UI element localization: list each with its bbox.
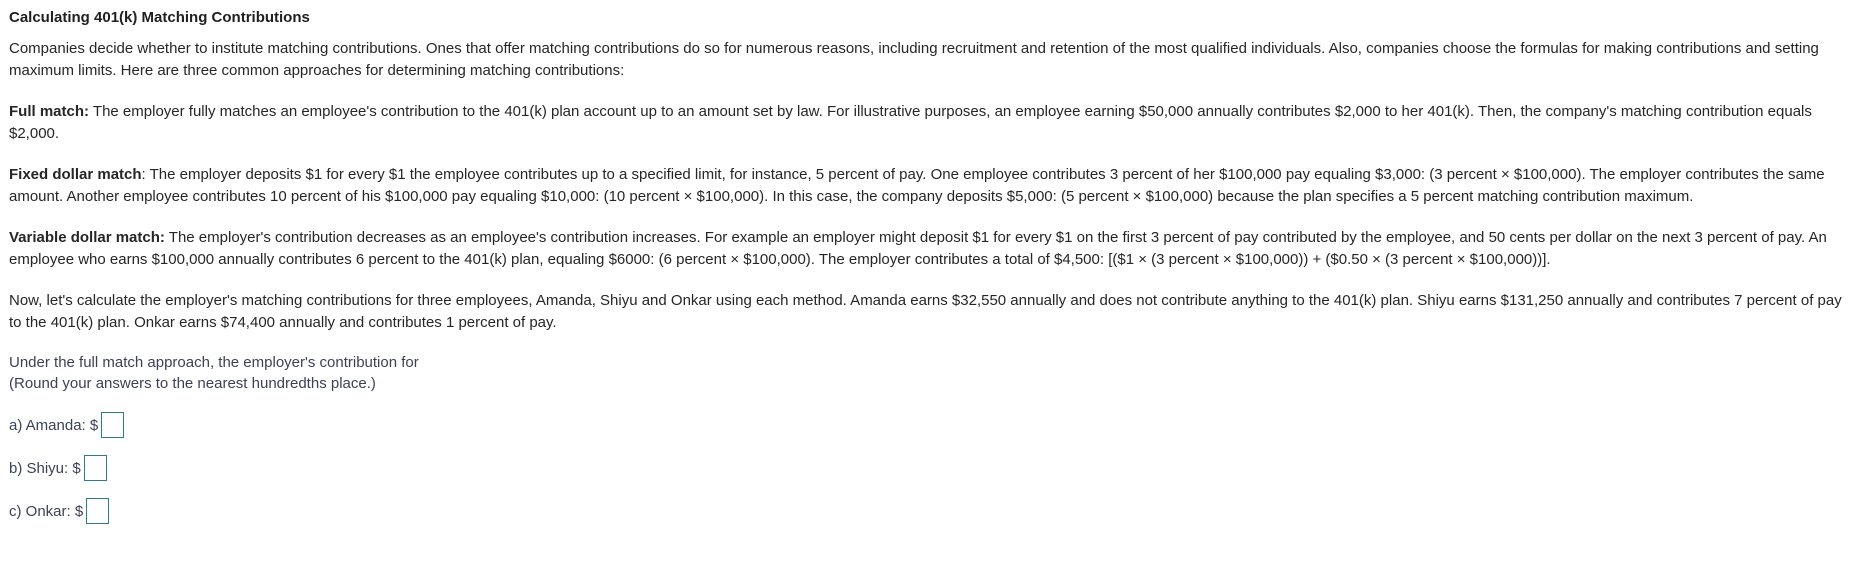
answer-row-amanda bbox=[9, 412, 1846, 439]
answer-label-amanda: a) Amanda: $ bbox=[9, 416, 99, 434]
full-match-paragraph bbox=[9, 101, 1846, 145]
answer-row-shiyu bbox=[9, 455, 1846, 482]
question-block bbox=[9, 353, 1846, 394]
variable-dollar-match-text: The employer's contribution decreases as an employee's contribution increases. For example an employer might deposit $1 for every $1 on the first 3 percent of pay contributed by the employee, and 50 cents per dollar on the next 3 percent of pay. An employee who earns $100,000 annually contributes 6 percent to the 401(k) plan, equaling $6000: (6 percent × $100,000). The employer contributes a total of $4,500: [($1 × (3 percent × $100,000)) + ($0.50 × (3 percent × $100,000))]. bbox=[9, 229, 1827, 269]
fixed-dollar-match-label: Fixed dollar match bbox=[9, 166, 142, 184]
answer-label-onkar: c) Onkar: $ bbox=[9, 502, 84, 520]
intro-paragraph: Companies decide whether to institute matching contributions. Ones that offer matching contributions do so for numerous reasons, including recruitment and retention of the most qualified individuals. Also, companies choose the formulas for making contributions and setting maximum limits. Here are three common approaches for determining matching contributions: bbox=[9, 40, 1819, 80]
answer-label-shiyu: b) Shiyu: $ bbox=[9, 459, 81, 477]
rounding-instruction: (Round your answers to the nearest hundredths place.) bbox=[9, 375, 376, 393]
shiyu-answer-input[interactable] bbox=[84, 455, 107, 481]
full-match-label: Full match: bbox=[9, 103, 90, 121]
full-match-text: The employer fully matches an employee's contribution to the 401(k) plan account up to an amount set by law. For illustrative purposes, an employee earning $50,000 annually contributes $2,000 to her 401(k). Then, the company's matching contribution equals $2,000. bbox=[9, 103, 1812, 143]
scenario-paragraph: Now, let's calculate the employer's matching contributions for three employees, Amanda, Shiyu and Onkar using each method. Amanda earns $32,550 annually and does not contribute anything to the 401(k) plan. Shiyu earns $131,250 annually and contributes 7 percent of pay to the 401(k) plan. Onkar earns $74,400 annually and contributes 1 percent of pay. bbox=[9, 292, 1842, 332]
question-prompt: Under the full match approach, the employer's contribution for bbox=[9, 354, 419, 372]
answer-row-onkar bbox=[9, 498, 1846, 525]
amanda-answer-input[interactable] bbox=[101, 412, 124, 438]
fixed-dollar-match-paragraph bbox=[9, 164, 1846, 208]
onkar-answer-input[interactable] bbox=[86, 498, 109, 524]
variable-dollar-match-paragraph bbox=[9, 227, 1846, 271]
fixed-dollar-match-text: : The employer deposits $1 for every $1 the employee contributes up to a specified limit, for instance, 5 percent of pay. One employee contributes 3 percent of her $100,000 pay equaling $3,000: (3 percent × $100,000). The employer contributes the same amount. Another employee contributes 10 percent of his $100,000 pay equaling $10,000: (10 percent × $100,000). In this case, the company deposits $5,000: (5 percent × $100,000) because the plan specifies a 5 percent matching contribution maximum. bbox=[9, 166, 1825, 206]
page-title: Calculating 401(k) Matching Contributions bbox=[9, 9, 310, 26]
variable-dollar-match-label: Variable dollar match: bbox=[9, 229, 165, 247]
